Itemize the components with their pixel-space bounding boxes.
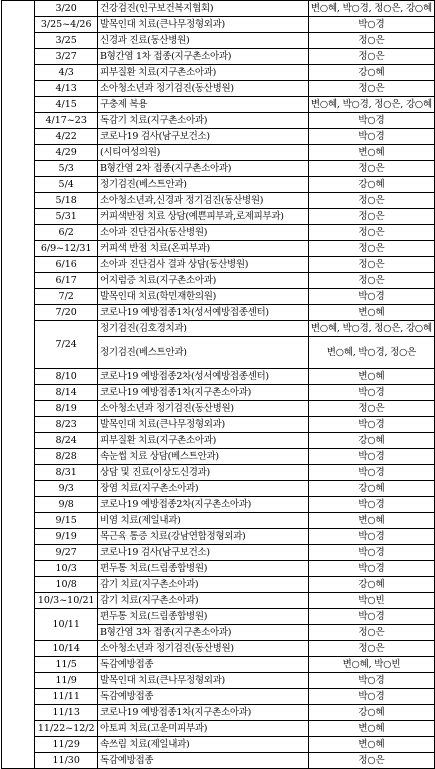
- table-row: [2, 193, 435, 209]
- table-row: [2, 449, 435, 465]
- table-row: [2, 721, 435, 737]
- person-cell: 강○혜: [308, 577, 434, 593]
- person-cell: 정○은: [308, 49, 434, 65]
- table-row: [2, 161, 435, 177]
- date-cell: 7/24: [35, 321, 98, 369]
- date-cell: 6/2: [35, 225, 98, 241]
- date-cell: 3/25~4/26: [35, 17, 98, 33]
- date-cell: 3/27: [35, 49, 98, 65]
- person-cell: 정○은: [308, 225, 434, 241]
- person-cell: 박○경: [308, 545, 434, 561]
- person-cell: 변○혜: [308, 305, 434, 321]
- description-cell: 어지럼증 치료(지구촌소아과): [98, 273, 309, 289]
- person-cell: 박○경: [308, 17, 434, 33]
- date-cell: 8/28: [35, 449, 98, 465]
- description-cell: 코로나19 예방접종2차(지구촌소아과): [98, 497, 309, 513]
- date-cell: 4/13: [35, 81, 98, 97]
- description-cell: 코로나19 검사(남구보건소): [98, 545, 309, 561]
- description-cell: 커피색 반점 치료(온피부과): [98, 241, 309, 257]
- person-cell: 박○경: [308, 385, 434, 401]
- table-row: [2, 561, 435, 577]
- date-cell: 9/3: [35, 481, 98, 497]
- description-cell: 상담 및 진료(이상도신경과): [98, 465, 309, 481]
- person-cell: 박○빈: [308, 593, 434, 609]
- table-row: [2, 97, 435, 113]
- description-cell: B형간염 2차 접종(지구촌소아과): [98, 161, 309, 177]
- date-cell: 11/13: [35, 705, 98, 721]
- person-cell: 강○혜: [308, 481, 434, 497]
- person-cell: 정○은: [308, 641, 434, 657]
- table-row: [2, 113, 435, 129]
- description-cell: 소아청소년과 정기검진(동산병원): [98, 401, 309, 417]
- medical-record-table: [1, 0, 435, 769]
- description-cell: 독감기 치료(지구촌소아과): [98, 113, 309, 129]
- table-row: [2, 289, 435, 305]
- description-cell: 독감예방접종: [98, 753, 309, 769]
- table-row: [2, 673, 435, 689]
- table-row: [2, 225, 435, 241]
- description-cell: 코로나19 예방접종2차(성서예방접종센터): [98, 369, 309, 385]
- description-cell: 목근육 통증 치료(강남연합정형외과): [98, 529, 309, 545]
- date-cell: 11/22~12/2: [35, 721, 98, 737]
- person-cell: 변○혜, 박○빈: [308, 657, 434, 673]
- date-cell: 5/31: [35, 209, 98, 225]
- table-row: [2, 433, 435, 449]
- person-cell: 박○경: [308, 449, 434, 465]
- person-cell: 박○경: [308, 129, 434, 145]
- person-cell: 변○혜: [308, 369, 434, 385]
- table-row: [2, 145, 435, 161]
- person-cell: 박○경: [308, 113, 434, 129]
- description-cell: 정기검진(김호경치과): [98, 321, 309, 337]
- table-row: [2, 401, 435, 417]
- table-row: [2, 17, 435, 33]
- description-cell: 정기검진(베스트안과): [98, 337, 309, 369]
- person-cell: 박○경: [308, 417, 434, 433]
- person-cell: 박○경: [308, 289, 434, 305]
- date-cell: 8/24: [35, 433, 98, 449]
- description-cell: 신경과 진료(동산병원): [98, 33, 309, 49]
- date-cell: 9/19: [35, 529, 98, 545]
- date-cell: 6/17: [35, 273, 98, 289]
- table-row: [2, 545, 435, 561]
- person-cell: 정○은: [308, 209, 434, 225]
- person-cell: 변○혜: [308, 721, 434, 737]
- person-cell: 강○혜: [308, 433, 434, 449]
- table-row: [2, 513, 435, 529]
- table-row: [2, 241, 435, 257]
- description-cell: B형간염 3차 접종(지구촌소아과): [98, 625, 309, 641]
- description-cell: 소아청소년과 정기검진(동산병원): [98, 81, 309, 97]
- person-cell: 변○혜: [308, 145, 434, 161]
- person-cell: 정○은: [308, 753, 434, 769]
- description-cell: 피부질환 치료(지구촌소아과): [98, 65, 309, 81]
- person-cell: 정○은: [308, 33, 434, 49]
- date-cell: 11/5: [35, 657, 98, 673]
- description-cell: 정기검진(베스트안과): [98, 177, 309, 193]
- date-cell: 4/22: [35, 129, 98, 145]
- table-row: [2, 593, 435, 609]
- description-cell: 편두통 치료(드림종합병원): [98, 609, 309, 625]
- date-cell: 4/29: [35, 145, 98, 161]
- table-row: [2, 657, 435, 673]
- date-cell: 10/14: [35, 641, 98, 657]
- table-row: [2, 209, 435, 225]
- date-cell: 5/3: [35, 161, 98, 177]
- person-cell: 박○경: [308, 497, 434, 513]
- table-row: [2, 609, 435, 625]
- person-cell: 정○은: [308, 273, 434, 289]
- person-cell: 박○경: [308, 609, 434, 625]
- table-row: [2, 689, 435, 705]
- table-row: [2, 129, 435, 145]
- description-cell: 커피색반점 치료 상담(예쁜피부과,로제피부과): [98, 209, 309, 225]
- table-row: [2, 753, 435, 769]
- description-cell: 편두통 치료(드림종합병원): [98, 561, 309, 577]
- person-cell: 정○은: [308, 161, 434, 177]
- date-cell: 3/20: [35, 1, 98, 17]
- table-row: [2, 529, 435, 545]
- date-cell: 10/8: [35, 577, 98, 593]
- person-cell: 정○은: [308, 257, 434, 273]
- description-cell: 소아과 진단검사 결과 상담(동산병원): [98, 257, 309, 273]
- document-page: [1, 0, 435, 769]
- date-cell: 10/3: [35, 561, 98, 577]
- description-cell: 발목인대 치료(큰나무정형외과): [98, 417, 309, 433]
- table-row: [2, 417, 435, 433]
- description-cell: 감기 치료(지구촌소아과): [98, 593, 309, 609]
- table-row: [2, 305, 435, 321]
- table-row: [2, 177, 435, 193]
- description-cell: 독감예방접종: [98, 689, 309, 705]
- date-cell: 8/10: [35, 369, 98, 385]
- person-cell: 강○혜: [308, 705, 434, 721]
- description-cell: 소아청소년과 정기검진(동산병원): [98, 641, 309, 657]
- person-cell: 박○경: [308, 529, 434, 545]
- table-row: [2, 705, 435, 721]
- description-cell: B형간염 1차 접종(지구촌소아과): [98, 49, 309, 65]
- description-cell: 발목인대 치료(큰나무정형외과): [98, 17, 309, 33]
- person-cell: 변○혜: [308, 513, 434, 529]
- description-cell: 소아청소년과,신경과 정기검진(동산병원): [98, 193, 309, 209]
- person-cell: 박○경: [308, 673, 434, 689]
- description-cell: 피부질환 치료(지구촌소아과): [98, 433, 309, 449]
- person-cell: 강○혜: [308, 65, 434, 81]
- date-cell: 7/20: [35, 305, 98, 321]
- empty-left-column: [2, 1, 35, 769]
- date-cell: 11/9: [35, 673, 98, 689]
- date-cell: 5/4: [35, 177, 98, 193]
- date-cell: 9/15: [35, 513, 98, 529]
- table-row: [2, 33, 435, 49]
- table-row: [2, 641, 435, 657]
- description-cell: 속눈썹 치료 상담(베스트안과): [98, 449, 309, 465]
- table-row: [2, 737, 435, 753]
- person-cell: 박○경: [308, 689, 434, 705]
- table-row: [2, 81, 435, 97]
- table-row: [2, 321, 435, 337]
- person-cell: 강○혜: [308, 177, 434, 193]
- person-cell: 변○혜, 박○경, 정○은, 강○혜: [308, 321, 434, 337]
- date-cell: 9/27: [35, 545, 98, 561]
- person-cell: 정○은: [308, 625, 434, 641]
- description-cell: 발목인대 치료(큰나무정형외과): [98, 673, 309, 689]
- person-cell: 변○혜, 박○경, 정○은, 강○혜: [308, 97, 434, 113]
- date-cell: 11/30: [35, 753, 98, 769]
- date-cell: 10/11: [35, 609, 98, 641]
- table-row: [2, 257, 435, 273]
- description-cell: 코로나19 예방접종1차(지구촌소아과): [98, 705, 309, 721]
- description-cell: 비염 치료(제일내과): [98, 513, 309, 529]
- description-cell: 발목인대 치료(학민재한의원): [98, 289, 309, 305]
- person-cell: 박○경: [308, 561, 434, 577]
- person-cell: 변○혜, 박○경, 정○은: [308, 337, 434, 369]
- date-cell: 7/2: [35, 289, 98, 305]
- description-cell: 건강검진(인구보건복지협회): [98, 1, 309, 17]
- table-body: [2, 1, 435, 769]
- table-row: [2, 49, 435, 65]
- description-cell: 독감예방접종: [98, 657, 309, 673]
- date-cell: 6/16: [35, 257, 98, 273]
- date-cell: 8/23: [35, 417, 98, 433]
- date-cell: 4/17~23: [35, 113, 98, 129]
- description-cell: 장염 치료(지구촌소아과): [98, 481, 309, 497]
- person-cell: 정○은: [308, 401, 434, 417]
- description-cell: 소아과 진단검사(동산병원): [98, 225, 309, 241]
- table-row: [2, 465, 435, 481]
- table-row: [2, 273, 435, 289]
- table-row: [2, 65, 435, 81]
- date-cell: 6/9~12/31: [35, 241, 98, 257]
- date-cell: 10/3~10/21: [35, 593, 98, 609]
- person-cell: 정○은: [308, 81, 434, 97]
- date-cell: 4/3: [35, 65, 98, 81]
- person-cell: 박○경: [308, 465, 434, 481]
- table-row: [2, 481, 435, 497]
- description-cell: 코로나19 검사(남구보건소): [98, 129, 309, 145]
- table-row: [2, 369, 435, 385]
- description-cell: 아토피 치료(고운미피부과): [98, 721, 309, 737]
- person-cell: 변○혜: [308, 737, 434, 753]
- description-cell: 코로나19 예방접종1차(지구촌소아과): [98, 385, 309, 401]
- date-cell: 11/29: [35, 737, 98, 753]
- date-cell: 8/14: [35, 385, 98, 401]
- description-cell: (시티여성의원): [98, 145, 309, 161]
- table-row: [2, 385, 435, 401]
- person-cell: 변○혜, 박○경, 정○은, 강○혜: [308, 1, 434, 17]
- date-cell: 11/11: [35, 689, 98, 705]
- date-cell: 8/31: [35, 465, 98, 481]
- description-cell: 속쓰림 치료(제일내과): [98, 737, 309, 753]
- table-row: [2, 1, 435, 17]
- table-row: [2, 497, 435, 513]
- date-cell: 3/25: [35, 33, 98, 49]
- date-cell: 5/18: [35, 193, 98, 209]
- date-cell: 9/8: [35, 497, 98, 513]
- table-row: [2, 577, 435, 593]
- date-cell: 4/15: [35, 97, 98, 113]
- person-cell: 정○은: [308, 241, 434, 257]
- person-cell: 정○은: [308, 193, 434, 209]
- description-cell: 코로나19 예방접종1차(성서예방접종센터): [98, 305, 309, 321]
- description-cell: 감기 치료(지구촌소아과): [98, 577, 309, 593]
- description-cell: 구충제 복용: [98, 97, 309, 113]
- date-cell: 8/19: [35, 401, 98, 417]
